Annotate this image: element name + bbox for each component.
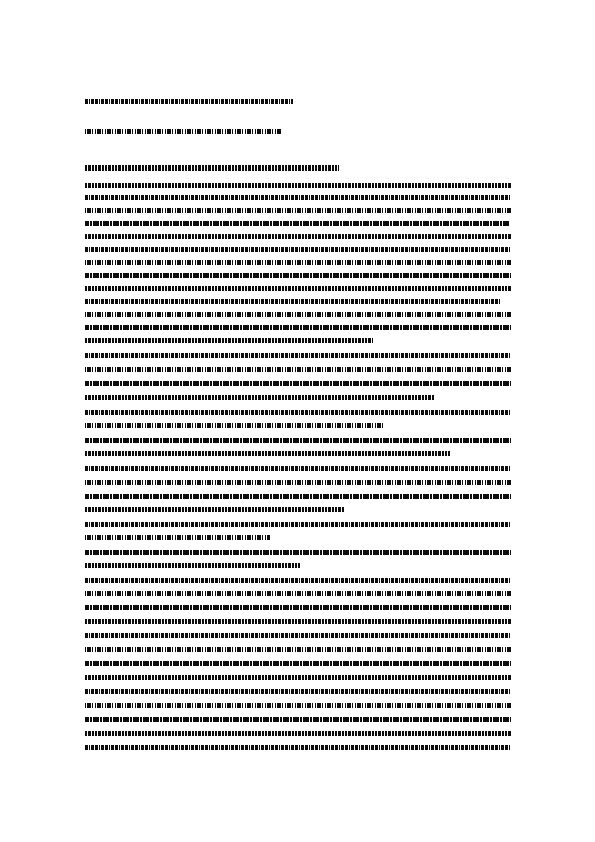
body-text-line	[85, 438, 511, 443]
body-text-line	[85, 286, 511, 291]
body-text-line	[85, 234, 511, 239]
body-text-line	[85, 299, 500, 304]
subheader-line	[85, 129, 282, 134]
body-text-line	[85, 338, 373, 343]
header-line	[85, 99, 293, 104]
body-text-line	[85, 221, 509, 226]
body-text-line	[85, 247, 511, 252]
body-text-line	[85, 395, 435, 400]
body-text-line	[85, 578, 511, 583]
body-text-line	[85, 451, 450, 456]
body-text-line	[85, 522, 511, 527]
body-text-line	[85, 605, 511, 610]
body-text-line	[85, 619, 511, 624]
body-text-line	[85, 325, 511, 330]
body-text-line	[85, 208, 511, 213]
body-text-line	[85, 367, 511, 372]
body-text-line	[85, 381, 511, 386]
body-text-line	[85, 633, 511, 638]
body-text-line	[85, 273, 511, 278]
body-text-line	[85, 675, 511, 680]
section-heading-line	[85, 165, 339, 171]
body-text-line	[85, 689, 511, 694]
body-text-line	[85, 661, 511, 666]
body-text-line	[85, 353, 511, 358]
body-text-line	[85, 195, 511, 200]
body-text-line	[85, 591, 511, 596]
body-text-line	[85, 260, 511, 265]
body-text-line	[85, 550, 511, 555]
body-text-line	[85, 466, 511, 471]
body-text-line	[85, 480, 511, 485]
body-text-line	[85, 717, 511, 722]
body-text-line	[85, 745, 511, 750]
body-text-line	[85, 410, 511, 415]
body-text-line	[85, 494, 511, 499]
body-text-line	[85, 183, 511, 188]
body-text-line	[85, 423, 385, 428]
body-text-line	[85, 312, 511, 317]
body-text-line	[85, 731, 511, 736]
body-text-line	[85, 703, 511, 708]
body-text-line	[85, 563, 300, 568]
body-text-line	[85, 647, 511, 652]
body-text-line	[85, 535, 270, 540]
body-text-line	[85, 507, 345, 512]
